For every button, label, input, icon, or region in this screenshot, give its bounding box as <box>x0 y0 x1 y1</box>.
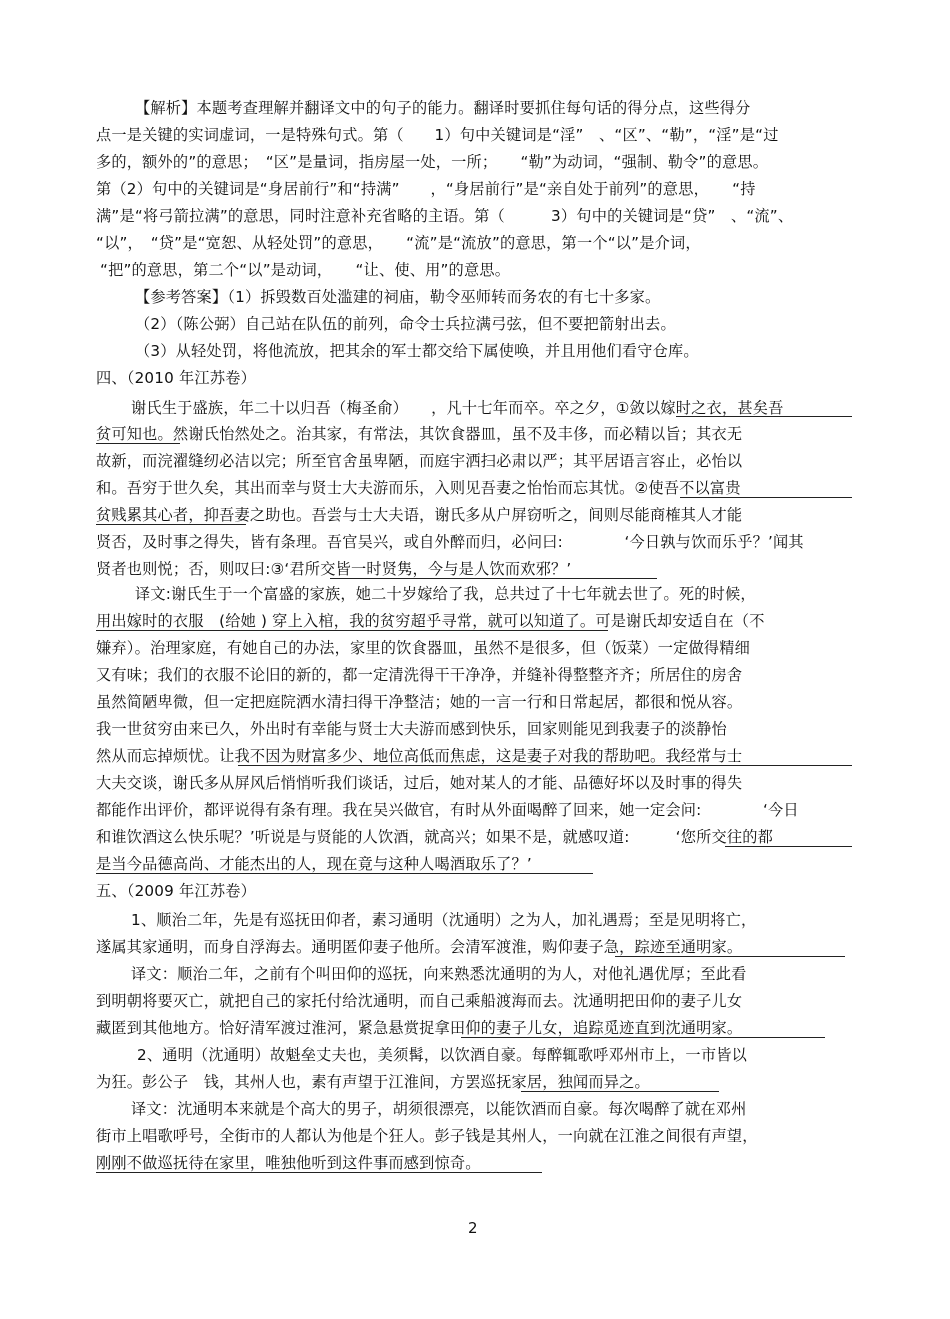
text-line: 嫌弃）。治理家庭，有她自己的办法，家里的饮食器皿，虽然不是很多，但（饭菜）一定做得精细 <box>96 639 751 657</box>
text-line: “以”， “贷”是“宽恕、从轻处罚”的意思， “流”是“流放”的意思，第一个“以”是介词， <box>96 234 701 252</box>
text-line: 点一是关键的实词虚词，一是特殊句式。第（ 1）句中关键词是“淫” 、“区”、“勒”，“淫”是“过 <box>96 126 779 144</box>
underline-mark <box>96 873 593 874</box>
text-line: 谢氏生于盛族，年二十以归吾（梅圣俞） ，凡十七年而卒。卒之夕，①敛以嫁时之衣，甚矣吾 <box>131 399 784 417</box>
text-line: 多的，额外的”的意思； “区”是量词，指房屋一处，一所； “勒”为动词，“强制、勒令”的意思。 <box>96 153 769 171</box>
text-line: 满”是“将弓箭拉满”的意思，同时注意补充省略的主语。第（ 3）句中的关键词是“贷” 、“流”、 <box>96 207 794 225</box>
underline-mark <box>96 1172 542 1173</box>
text-line: 又有味；我们的衣服不论旧的新的，都一定清洗得干干净净，并缝补得整整齐齐；所居住的房舍 <box>96 666 743 684</box>
underline-mark <box>615 956 845 957</box>
underline-mark <box>330 578 657 579</box>
text-line: （3）从轻处罚，将他流放，把其余的军士都交给下属使唤，并且用他们看守仓库。 <box>135 342 699 360</box>
text-line: （2）（陈公弼）自己站在队伍的前列，命令士兵拉满弓弦，但不要把箭射出去。 <box>135 315 676 333</box>
text-line: 第（2）句中的关键词是“身居前行”和“持满” ，“身居前行”是“亲自处于前列”的意思， “持 <box>96 180 756 198</box>
text-line: 贫可知也。然谢氏怡然处之。治其家，有常法，其饮食器皿，虽不及丰侈，而必精以旨；其衣无 <box>96 425 743 443</box>
text-line: 译文:谢氏生于一个富盛的家族，她二十岁嫁给了我，总共过了十七年就去世了。死的时候， <box>135 585 756 603</box>
text-line: 用出嫁时的衣服 (给她 ) 穿上入棺，我的贫穷超乎寻常，就可以知道了。可是谢氏却安适自在（不 <box>96 612 765 630</box>
section-heading: 五、（2009 年江苏卷） <box>96 882 256 900</box>
text-line: 到明朝将要灭亡，就把自己的家托付给沈通明，而自己乘船渡海而去。沈通明把田仰的妻子儿女 <box>96 992 743 1010</box>
text-line: 然从而忘掉烦忧。让我不因为财富多少、地位高低而焦虑，这是妻子对我的帮助吧。我经常与士 <box>96 747 743 765</box>
text-line: 故新，而浣濯缝纫必洁以完；所至官舍虽卑陋，而庭宇洒扫必肃以严；其平居语言容止，必怡以 <box>96 452 743 470</box>
underline-mark <box>725 846 852 847</box>
text-line: 遂属其家通明，而身自浮海去。通明匿仰妻子他所。会清军渡淮，购仰妻子急，踪迹至通明家。 <box>96 938 743 956</box>
underline-mark <box>680 497 852 498</box>
text-line: 是当今品德高尚、才能杰出的人，现在竟与这种人喝酒取乐了？’ <box>96 855 532 873</box>
text-line: 贫贱累其心者，抑吾妻之助也。吾尝与士大夫语，谢氏多从户屏窃听之，间则尽能商榷其人才能 <box>96 506 743 524</box>
underline-mark <box>676 416 852 417</box>
section-heading: 四、（2010 年江苏卷） <box>96 369 256 387</box>
text-line: 【参考答案】（1）拆毁数百处滥建的祠庙，勒令巫师转而务农的有七十多家。 <box>135 288 661 306</box>
underline-mark <box>521 1091 719 1092</box>
text-line: 和。吾穷于世久矣，其出而幸与贤士大夫游而乐，入则见吾妻之怡怡而忘其忧。②使吾不以富贵 <box>96 479 741 497</box>
text-line: 【解析】本题考查理解并翻译文中的句子的能力。翻译时要抓住每句话的得分点，这些得分 <box>135 99 751 117</box>
text-line: 1、顺治二年，先是有巡抚田仰者，素习通明（沈通明）之为人，加礼遇焉；至是见明将亡， <box>131 911 757 929</box>
page-number: 2 <box>468 1219 478 1237</box>
underline-mark <box>461 1037 825 1038</box>
text-line: 我一世贫穷由来已久，外出时有幸能与贤士大夫游而感到快乐，回家则能见到我妻子的淡静怡 <box>96 720 727 738</box>
text-line: “把”的意思，第二个“以”是动词， “让、使、用”的意思。 <box>100 261 511 279</box>
text-line: 街市上唱歌呼号，全街市的人都认为他是个狂人。彭子钱是其州人，一向就在江淮之间很有声望， <box>96 1127 758 1145</box>
underline-mark <box>238 765 852 766</box>
text-line: 虽然简陋卑微，但一定把庭院洒水清扫得干净整洁；她的一言一行和日常起居，都很和悦从容。 <box>96 693 743 711</box>
text-line: 和谁饮酒这么快乐呢？’听说是与贤能的人饮酒，就高兴；如果不是，就感叹道: ‘您所交往的都 <box>96 828 774 846</box>
underline-mark <box>96 630 608 631</box>
text-line: 2、通明（沈通明）故魁垒丈夫也，美须髯，以饮酒自豪。每醉辄歌呼邓州市上，一市皆以 <box>137 1046 747 1064</box>
text-line: 贤否，及时事之得失，皆有条理。吾官吴兴，或自外醉而归，必问曰: ‘今日孰与饮而乐乎？’闻其 <box>96 533 804 551</box>
underline-mark <box>96 524 246 525</box>
text-line: 为狂。彭公子 钱，其州人也，素有声望于江淮间，方罢巡抚家居，独闻而异之。 <box>96 1073 650 1091</box>
text-line: 译文：沈通明本来就是个高大的男子，胡须很漂亮，以能饮酒而自豪。每次喝醉了就在邓州 <box>131 1100 747 1118</box>
text-line: 贤者也则悦；否，则叹曰:③‘君所交皆一时贤隽，今与是人饮而欢邪？’ <box>96 560 572 578</box>
text-line: 都能作出评价，都评说得有条有理。我在吴兴做官，有时从外面喝醉了回来，她一定会问: ‘今日 <box>96 801 799 819</box>
underline-mark <box>96 443 180 444</box>
text-line: 大夫交谈，谢氏多从屏风后悄悄听我们谈话，过后，她对某人的才能、品德好坏以及时事的得失 <box>96 774 743 792</box>
text-line: 藏匿到其他地方。恰好清军渡过淮河，紧急悬赏捉拿田仰的妻子儿女，追踪觅迹直到沈通明家。 <box>96 1019 743 1037</box>
text-line: 译文：顺治二年，之前有个叫田仰的巡抚，向来熟悉沈通明的为人，对他礼遇优厚；至此看 <box>131 965 747 983</box>
text-line: 刚刚不做巡抚待在家里，唯独他听到这件事而感到惊奇。 <box>96 1154 481 1172</box>
